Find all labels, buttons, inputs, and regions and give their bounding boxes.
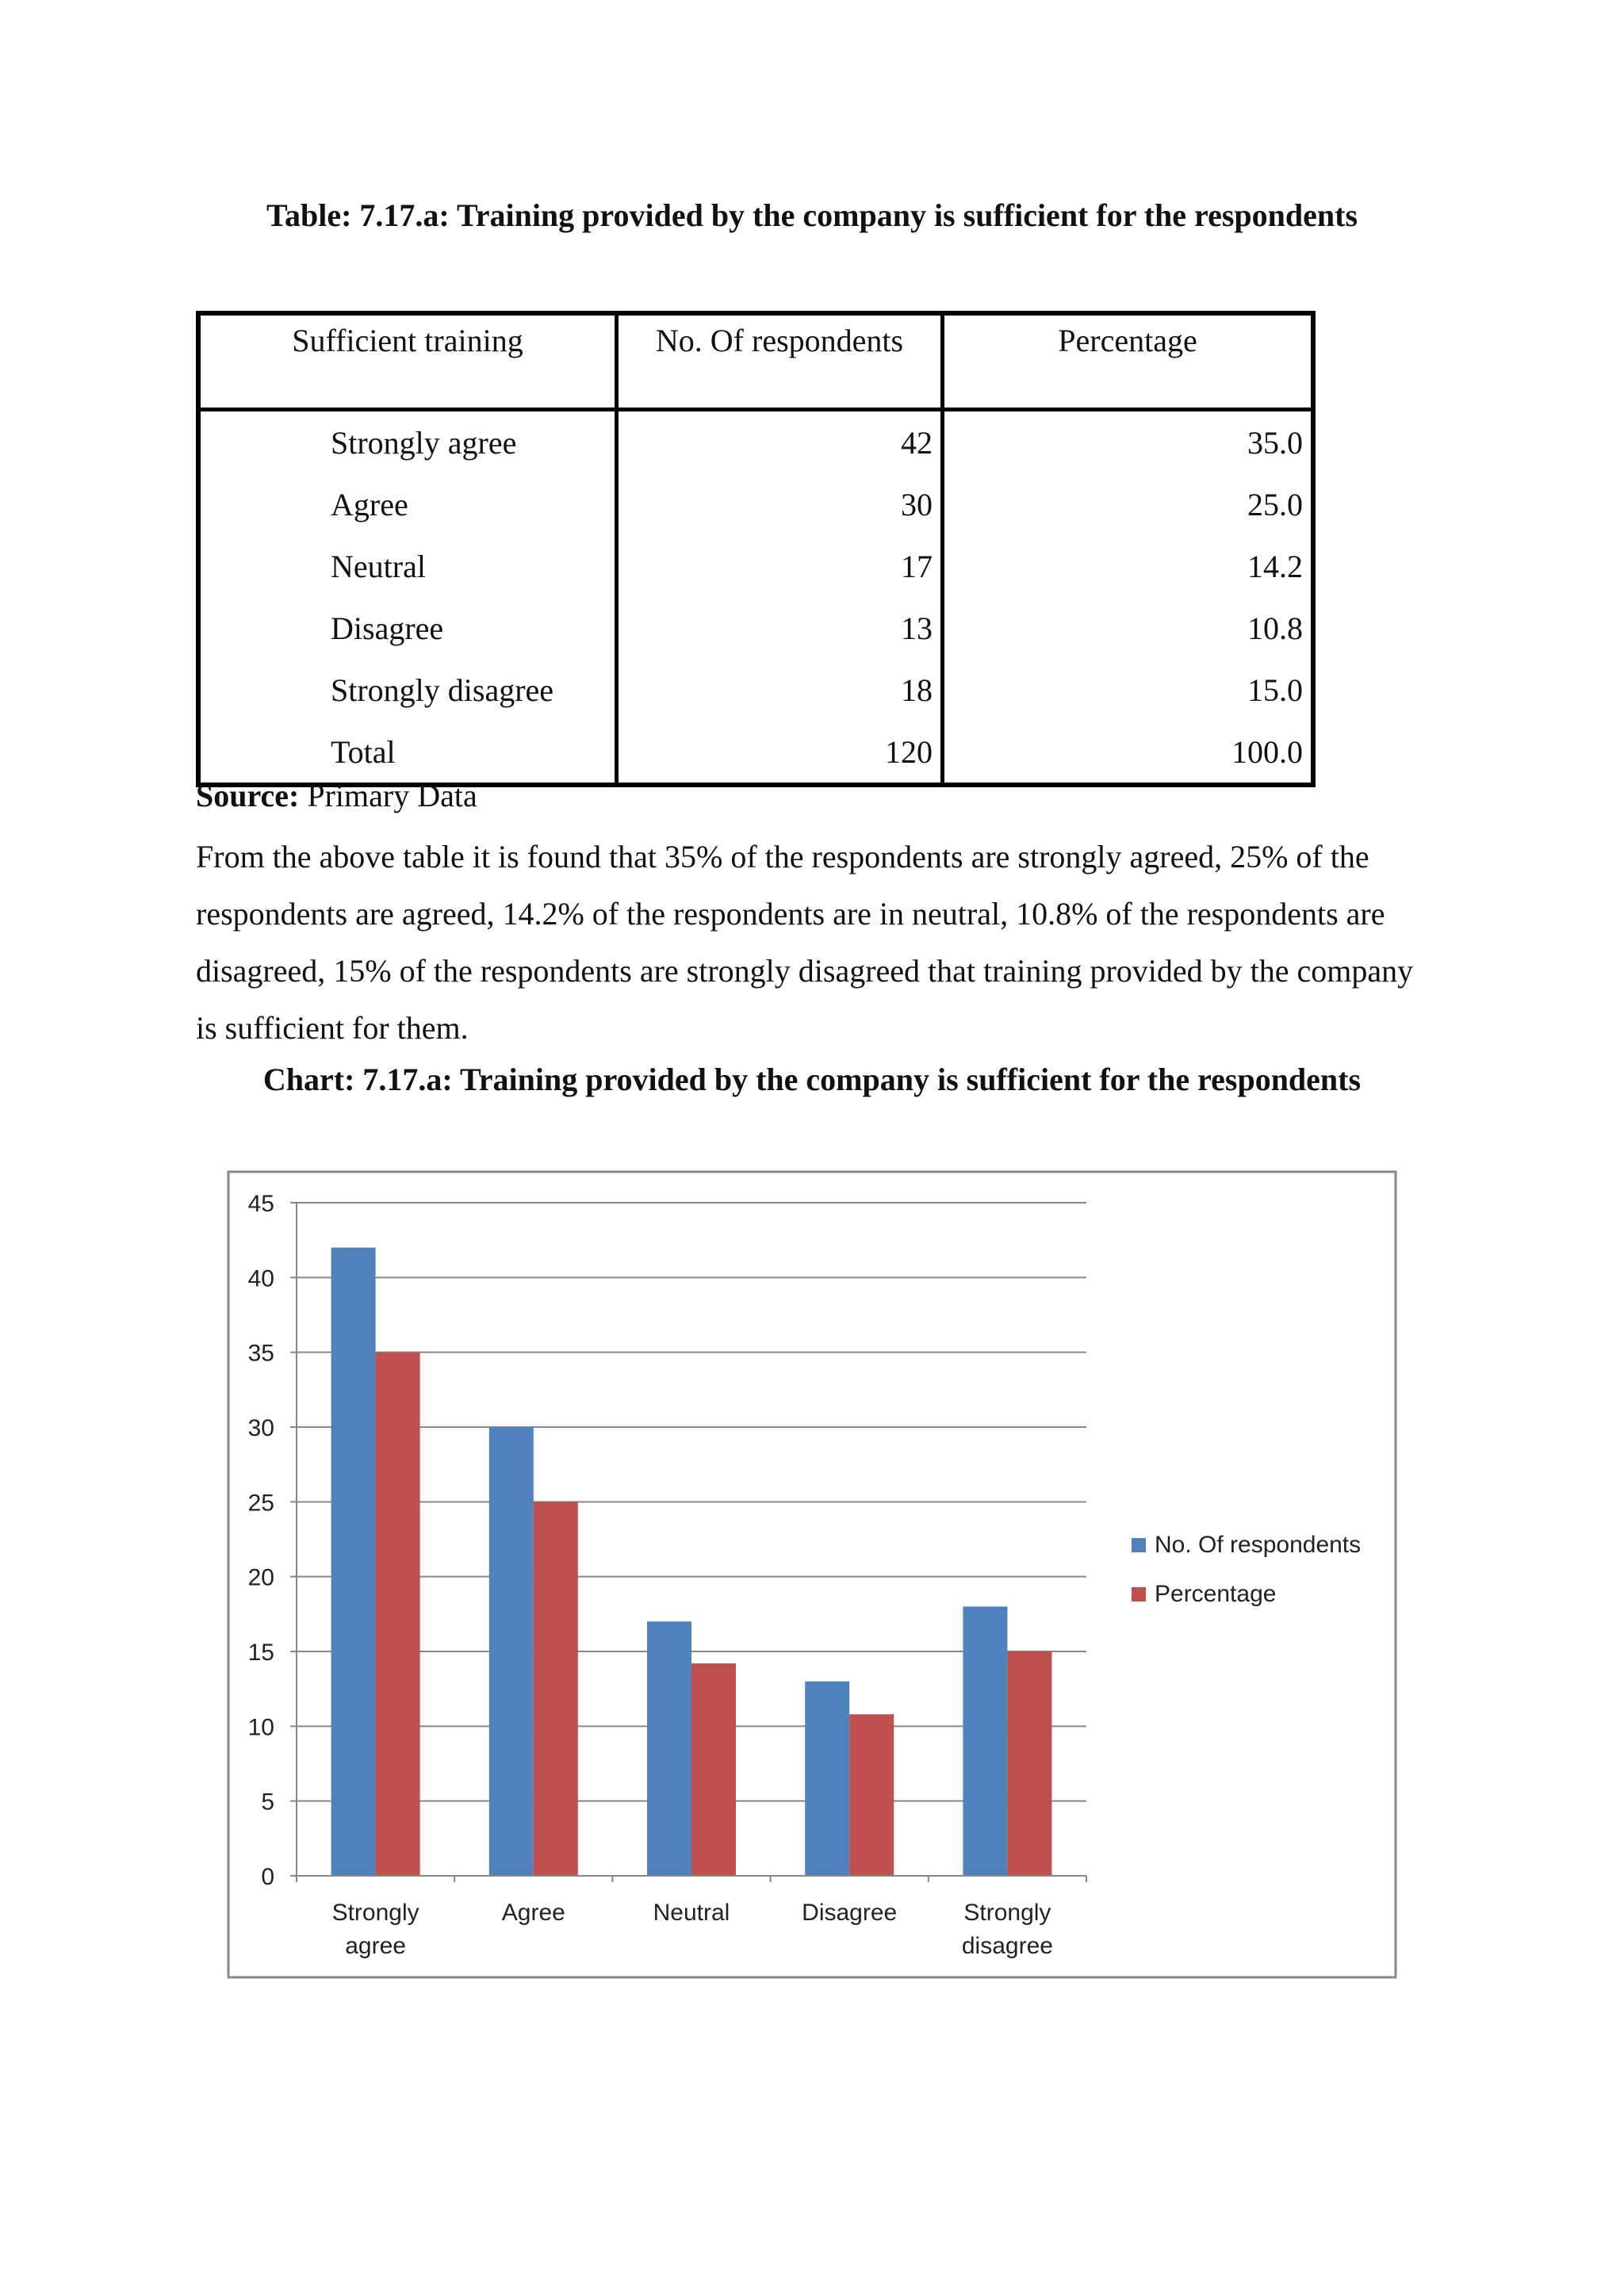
table-cell-percentage: 35.0 — [1247, 424, 1303, 461]
bar — [849, 1714, 894, 1876]
y-tick-label: 15 — [247, 1640, 274, 1666]
bar — [805, 1682, 849, 1876]
bar — [489, 1427, 534, 1876]
x-tick-label: Neutral — [653, 1900, 730, 1926]
table-header-cell: Percentage — [943, 313, 1314, 410]
x-tick-label: Strongly — [331, 1900, 419, 1926]
legend-label: No. Of respondents — [1155, 1532, 1362, 1558]
body-paragraph: From the above table it is found that 35% of the respondents are strongly agreed, 25% of the respondents are agreed, 14.2% of the respondents are in neutral, 10.8% of the respondents are disagreed, 15% of the respondents are strongly disagreed that training provided by the company is sufficient for them. — [196, 839, 1414, 1046]
bar — [963, 1606, 1007, 1876]
table-cell-count: 18 — [617, 659, 943, 721]
x-tick-label: Disagree — [802, 1900, 898, 1926]
table-cell-count: 42 — [617, 410, 943, 474]
table-header-cell: Sufficient training — [198, 313, 617, 410]
legend-label: Percentage — [1155, 1581, 1277, 1607]
y-tick-label: 30 — [247, 1415, 274, 1441]
y-tick-label: 25 — [247, 1490, 274, 1517]
table-cell-label: Strongly agree — [198, 410, 617, 474]
table-cell-label: Strongly disagree — [198, 659, 617, 721]
legend-swatch — [1132, 1587, 1146, 1601]
source-label: Source: — [196, 778, 300, 813]
table-cell-percentage: 25.0 — [1247, 486, 1303, 522]
chart-caption: Chart: 7.17.a: Training provided by the company is sufficient for the respondents — [262, 1062, 1362, 1097]
y-tick-label: 10 — [247, 1714, 274, 1741]
table-cell-label: Total — [198, 721, 617, 785]
table-cell-label: Agree — [198, 473, 617, 535]
table-cell-percentage: 100.0 — [1231, 733, 1303, 770]
x-tick-label: agree — [345, 1933, 406, 1959]
x-tick-label: Strongly — [963, 1900, 1051, 1926]
table-cell-label: Neutral — [198, 535, 617, 597]
x-tick-label: disagree — [961, 1933, 1053, 1959]
table-cell-count: 30 — [617, 473, 943, 535]
source-text: Primary Data — [299, 778, 477, 813]
y-tick-label: 5 — [261, 1789, 274, 1816]
table-cell-percentage: 10.8 — [1247, 610, 1303, 646]
bar — [376, 1353, 420, 1876]
table-cell-percentage: 15.0 — [1247, 672, 1303, 708]
table-header-cell: No. Of respondents — [617, 313, 943, 410]
x-tick-label: Agree — [501, 1900, 565, 1926]
bar — [647, 1621, 691, 1876]
y-tick-label: 0 — [261, 1864, 274, 1890]
bar — [331, 1248, 376, 1876]
table-cell-count: 13 — [617, 597, 943, 659]
y-tick-label: 45 — [247, 1191, 274, 1217]
table-cell-percentage: 14.2 — [1247, 548, 1303, 584]
table-caption: Table: 7.17.a: Training provided by the company is sufficient for the respondents — [266, 197, 1358, 233]
y-tick-label: 40 — [247, 1265, 274, 1292]
bar — [1007, 1651, 1051, 1876]
table-cell-label: Disagree — [198, 597, 617, 659]
legend-swatch — [1132, 1538, 1146, 1552]
table-cell-count: 17 — [617, 535, 943, 597]
table-cell-count: 120 — [617, 721, 943, 785]
bar — [691, 1663, 736, 1876]
y-tick-label: 35 — [247, 1340, 274, 1367]
bar — [534, 1502, 578, 1876]
y-tick-label: 20 — [247, 1564, 274, 1591]
